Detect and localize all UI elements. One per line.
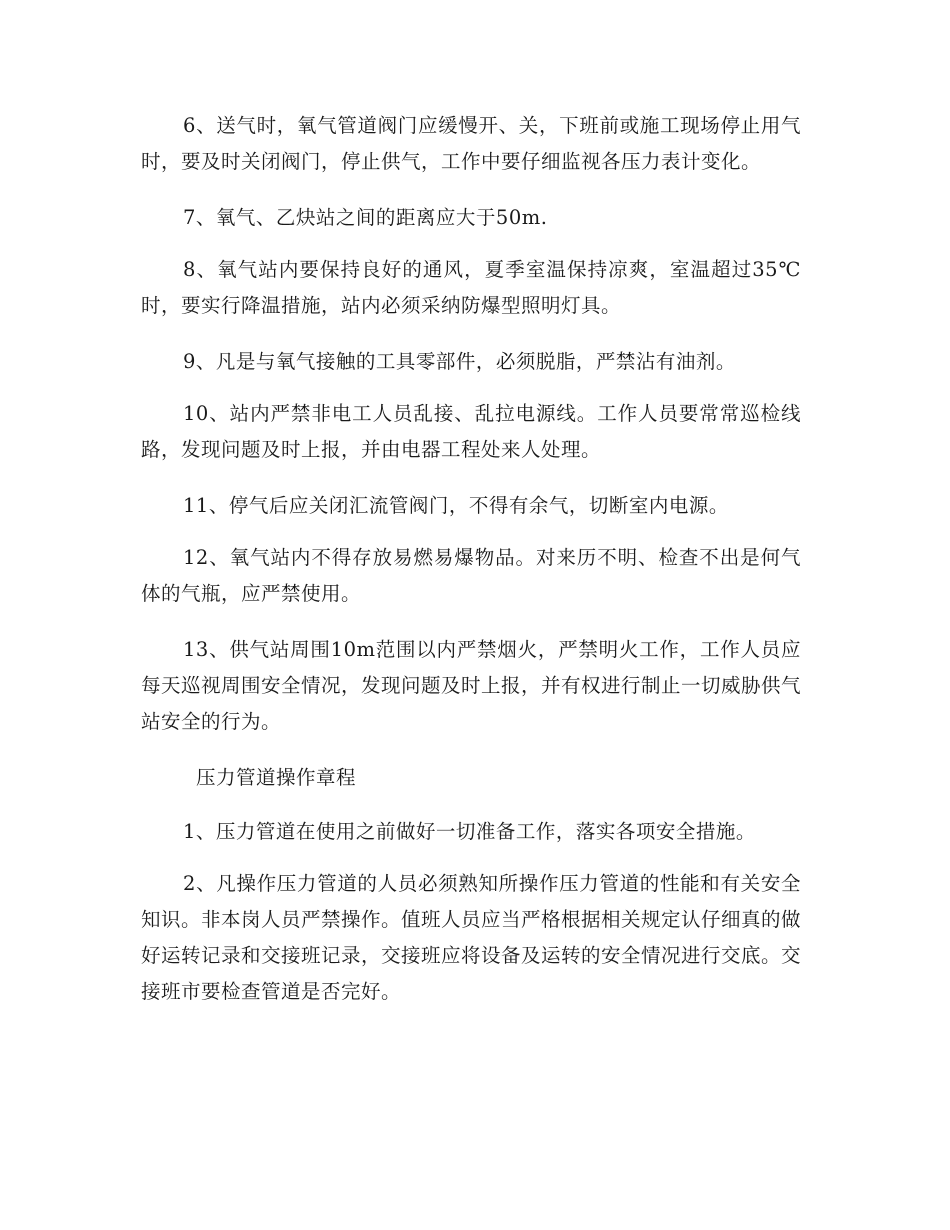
- paragraph-9: 9、凡是与氧气接触的工具零部件，必须脱脂，严禁沾有油剂。: [183, 350, 736, 373]
- paragraph-7: 7、氧气、乙炔站之间的距离应大于50m.: [183, 206, 548, 229]
- paragraph-11: 11、停气后应关闭汇流管阀门，不得有余气，切断室内电源。: [183, 494, 729, 517]
- section-paragraph-2: 2、凡操作压力管道的人员必须熟知所操作压力管道的性能和有关安全知识。非本岗人员严禁操作。值班人员应当严格根据相关规定认仔细真的做好运转记录和交接班记录，交接班应将设备及运转的安全情况进行交底。交接班市要检查管道是否完好。: [141, 872, 802, 1003]
- section-title: 压力管道操作章程: [196, 766, 357, 789]
- paragraph-10: 10、站内严禁非电工人员乱接、乱拉电源线。工作人员要常常巡检线路，发现问题及时上报，并由电器工程处来人处理。: [141, 402, 801, 461]
- paragraph-13: 13、供气站周围10m范围以内严禁烟火，严禁明火工作，工作人员应每天巡视周围安全情况，发现问题及时上报，并有权进行制止一切威胁供气站安全的行为。: [141, 638, 802, 733]
- section-paragraph-1: 1、压力管道在使用之前做好一切准备工作，落实各项安全措施。: [183, 820, 756, 843]
- paragraph-12: 12、氧气站内不得存放易燃易爆物品。对来历不明、检查不出是何气体的气瓶，应严禁使用。: [141, 546, 801, 605]
- document-page: [141, 108, 801, 1030]
- paragraph-8: 8、氧气站内要保持良好的通风，夏季室温保持凉爽，室温超过35℃时，要实行降温措施，站内必须采纳防爆型照明灯具。: [141, 258, 801, 317]
- paragraph-6: 6、送气时，氧气管道阀门应缓慢开、关，下班前或施工现场停止用气时，要及时关闭阀门，停止供气，工作中要仔细监视各压力表计变化。: [141, 114, 801, 173]
